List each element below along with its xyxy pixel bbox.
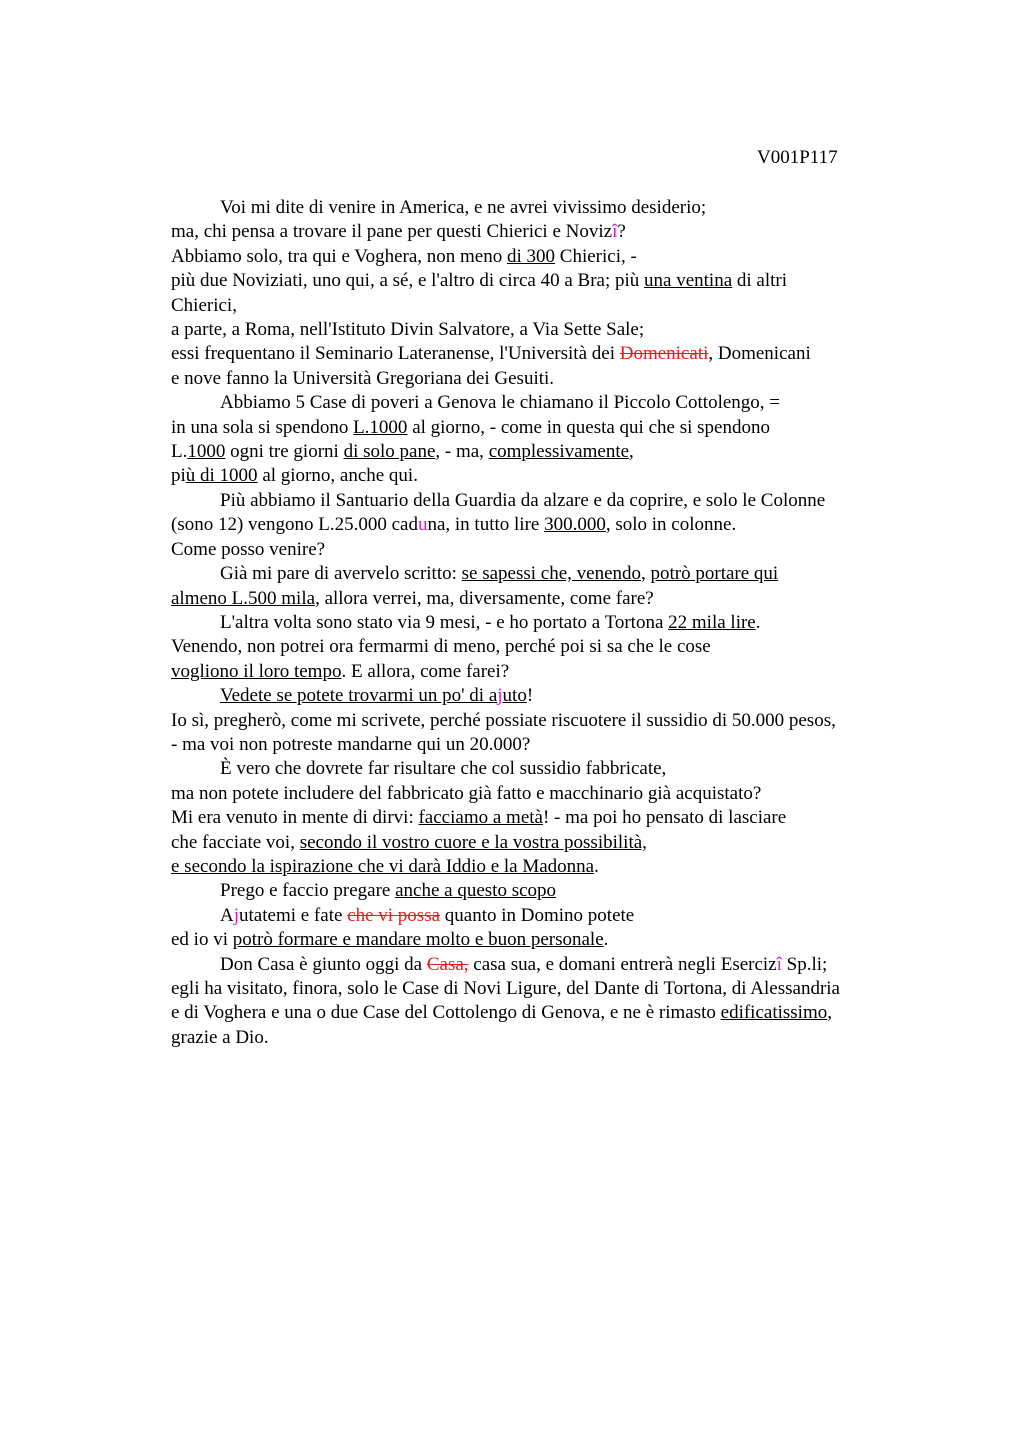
underlined-text: L.1000: [353, 416, 408, 438]
text-segment: e di Voghera e una o due Case del Cottolengo di Genova, e ne è rimasto: [171, 1002, 721, 1024]
text-segment: Abbiamo 5 Case di poveri a Genova le chiamano il Piccolo Cottolengo, =: [220, 392, 781, 414]
text-line: [171, 196, 911, 220]
text-segment: ! - ma poi ho pensato di lasciare: [542, 807, 787, 829]
text-line: [171, 342, 911, 366]
underlined-text: potrò formare e mandare molto e buon personale: [232, 929, 604, 951]
text-line: [171, 904, 911, 928]
text-line: [171, 806, 911, 830]
text-segment: na, in tutto lire: [427, 514, 545, 536]
text-segment: utatemi e fate: [239, 904, 348, 926]
text-segment: al giorno, anche qui.: [257, 465, 418, 487]
text-line: [171, 416, 911, 440]
text-line: [171, 733, 911, 757]
text-segment: .: [755, 611, 761, 633]
deleted-text: Casa,: [426, 953, 469, 975]
text-segment: Già mi pare di avervelo scritto:: [220, 563, 462, 585]
text-segment: , Domenicani: [708, 343, 811, 365]
text-line: [171, 684, 911, 708]
underlined-text: 1000: [187, 441, 226, 463]
underlined-text: anche a questo scopo: [395, 880, 557, 902]
text-segment: (sono 12) vengono L.25.000 cad: [171, 514, 418, 536]
text-segment: !: [526, 685, 534, 707]
underlined-text: complessivamente: [488, 441, 630, 463]
underlined-text: una ventina: [644, 270, 733, 292]
text-line: [171, 660, 911, 684]
text-segment: , - ma,: [435, 441, 489, 463]
text-segment: essi frequentano il Seminario Lateranense, l'Università dei: [171, 343, 620, 365]
underlined-text: 300.000: [544, 514, 606, 536]
text-segment: A: [220, 904, 234, 926]
underlined-text: uto: [502, 685, 527, 707]
underlined-text: di 300: [506, 245, 556, 267]
underlined-text: almeno L.500 mila: [171, 587, 316, 609]
text-segment: Voi mi dite di venire in America, e ne avrei vivissimo desiderio;: [220, 197, 707, 218]
text-line: [171, 879, 911, 903]
text-segment: ?: [617, 221, 626, 243]
text-line: [171, 220, 911, 244]
text-line: [171, 977, 911, 1001]
letter-body: [171, 196, 911, 1050]
text-line: [171, 1001, 911, 1025]
text-line: [171, 513, 911, 537]
text-line: [171, 953, 911, 977]
underlined-text: di solo pane: [343, 441, 436, 463]
text-line: [171, 562, 911, 586]
text-line: [171, 709, 911, 733]
text-line: [171, 757, 911, 781]
text-segment: .: [594, 855, 599, 877]
inserted-correction: î: [612, 221, 618, 243]
text-line: [171, 294, 911, 318]
text-segment: . E allora, come farei?: [341, 660, 510, 682]
text-segment: più due Noviziati, uno qui, a sé, e l'altro di circa 40 a Bra; più: [171, 270, 645, 292]
underlined-text: ù di 1000: [185, 465, 258, 487]
text-line: [171, 855, 911, 879]
underlined-text: potrò portare qui: [650, 563, 779, 585]
inserted-correction: j: [233, 904, 240, 926]
text-line: [171, 538, 911, 562]
text-segment: ,: [827, 1002, 832, 1024]
text-segment: in una sola si spendono: [171, 416, 354, 438]
text-segment: di altri: [732, 270, 788, 292]
text-segment: casa sua, e domani entrerà negli Eserciz: [468, 953, 777, 975]
text-line: [171, 464, 911, 488]
text-segment: - ma voi non potreste mandarne qui un 20.000?: [171, 733, 531, 755]
underlined-text: Vedete se potete trovarmi un po' di a: [220, 685, 498, 707]
text-segment: egli ha visitato, finora, solo le Case di Novi Ligure, del Dante di Tortona, di Alessandria: [171, 978, 840, 999]
text-segment: , allora verrei, ma, diversamente, come fare?: [315, 587, 654, 609]
underlined-text: edificatissimo: [720, 1002, 828, 1024]
text-segment: Abbiamo solo, tra qui e Voghera, non meno: [171, 245, 507, 267]
text-segment: L'altra volta sono stato via 9 mesi, - e ho portato a Tortona: [220, 611, 669, 633]
text-line: [171, 318, 911, 342]
text-line: [171, 831, 911, 855]
text-segment: , solo in colonne.: [605, 514, 737, 536]
text-line: [171, 928, 911, 952]
text-segment: e nove fanno la Università Gregoriana dei Gesuiti.: [171, 367, 555, 389]
deleted-text: che vi possa: [347, 904, 441, 926]
text-segment: Don Casa è giunto oggi da: [220, 953, 427, 975]
text-line: [171, 391, 911, 415]
underlined-text: e secondo la ispirazione che vi darà Iddio e la Madonna: [171, 855, 595, 877]
text-segment: al giorno, - come in questa qui che si spendono: [407, 416, 770, 438]
underlined-text: vogliono il loro tempo: [171, 660, 342, 682]
text-line: [171, 269, 911, 293]
text-segment: ogni tre giorni: [225, 441, 344, 463]
text-line: [171, 440, 911, 464]
text-line: [171, 1026, 911, 1050]
text-line: [171, 367, 911, 391]
text-segment: Mi era venuto in mente di dirvi:: [171, 807, 419, 829]
text-segment: Chierici,: [171, 294, 237, 316]
text-segment: pi: [171, 465, 186, 487]
text-segment: Sp.li;: [781, 953, 828, 975]
underlined-text: se sapessi che, venendo: [461, 563, 642, 585]
text-segment: Io sì, pregherò, come mi scrivete, perché possiate riscuotere il sussidio di 50.000 pesos,: [171, 709, 836, 731]
inserted-correction: u: [417, 514, 428, 536]
text-segment: L.: [171, 441, 188, 463]
text-segment: .: [603, 929, 609, 951]
inserted-correction: î: [776, 953, 782, 975]
text-line: [171, 587, 911, 611]
underlined-text: secondo il vostro cuore e la vostra possibilità,: [299, 831, 647, 853]
inserted-correction: j: [497, 685, 503, 707]
underlined-text: 22 mila lire: [668, 611, 756, 633]
text-segment: ed io vi: [171, 929, 233, 951]
text-segment: ,: [641, 563, 651, 585]
text-segment: È vero che dovrete far risultare che col sussidio fabbricate,: [220, 758, 667, 780]
text-segment: Prego e faccio pregare: [220, 880, 396, 902]
text-segment: a parte, a Roma, nell'Istituto Divin Salvatore, a Via Sette Sale;: [171, 319, 645, 341]
text-segment: ma non potete includere del fabbricato già fatto e macchinario già acquistato?: [171, 782, 762, 804]
underlined-text: facciamo a metà: [418, 807, 543, 829]
text-line: [171, 611, 911, 635]
text-line: [171, 245, 911, 269]
text-segment: Come posso venire?: [171, 538, 326, 560]
text-segment: Venendo, non potrei ora fermarmi di meno, perché poi si sa che le cose: [171, 636, 711, 658]
text-segment: quanto in Domino potete: [440, 904, 635, 926]
text-segment: Più abbiamo il Santuario della Guardia da alzare e da coprire, e solo le Colonne: [220, 489, 826, 511]
page-id-label: V001P117: [757, 147, 838, 168]
text-line: [171, 635, 911, 659]
text-segment: grazie a Dio.: [171, 1026, 269, 1048]
text-segment: Chierici, -: [555, 245, 637, 267]
text-segment: ,: [629, 441, 634, 463]
text-segment: ma, chi pensa a trovare il pane per questi Chierici e Noviz: [171, 221, 613, 243]
text-line: [171, 489, 911, 513]
text-line: [171, 782, 911, 806]
text-segment: che facciate voi,: [171, 831, 300, 853]
deleted-text: Domenicati: [619, 343, 709, 365]
